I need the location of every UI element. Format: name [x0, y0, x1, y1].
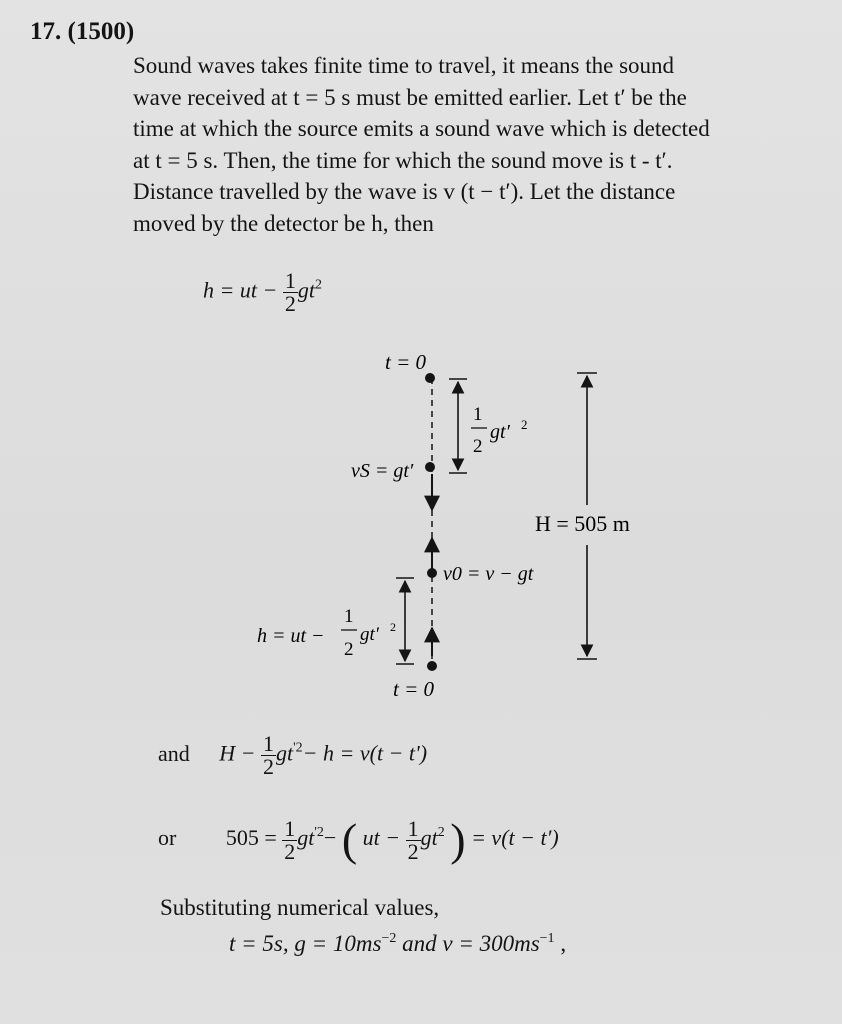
question-number: 17.	[30, 18, 62, 45]
eq1-lhs: h = ut −	[203, 277, 278, 303]
source-velocity-label: vS = gt′	[351, 460, 414, 482]
eq1-num: 1	[284, 268, 296, 293]
eq1-rhs: gt	[297, 277, 315, 303]
observer-rise-den: 2	[344, 639, 354, 660]
observer-rise-num: 1	[344, 606, 354, 627]
eq3-lhs: 505 =	[225, 825, 277, 851]
eq3-num2: 1	[407, 815, 419, 841]
observer-rise-lhs: h = ut −	[257, 625, 325, 647]
source-drop-expr: gt′	[490, 421, 510, 443]
observer-start-dot	[427, 661, 437, 671]
eq3-rhs: = v(t − t′)	[471, 825, 559, 851]
eq1-den: 2	[284, 291, 296, 316]
eq3-exp1: '2	[314, 825, 324, 841]
eq1-exp: 2	[314, 277, 322, 293]
paragraph-line: Distance travelled by the wave is v (t − t′). Let the distance	[133, 179, 676, 204]
eq3-expr2: gt	[420, 825, 438, 851]
eq2-fraction	[261, 733, 276, 778]
paragraph-line: moved by the detector be h, then	[133, 210, 434, 236]
eq2-den: 2	[263, 754, 274, 779]
eq3-fraction-1	[282, 815, 297, 864]
values-v-exp: −1	[539, 931, 555, 946]
eq3-exp2: 2	[437, 825, 445, 841]
source-drop-exp: 2	[521, 417, 528, 432]
question-answer: (1500)	[67, 18, 135, 45]
source-dot	[425, 462, 435, 472]
paragraph-line: Sound waves takes finite time to travel, it means the sound	[133, 53, 675, 78]
eq2-rhs: − h = v(t − t')	[302, 740, 428, 766]
equation-and	[158, 733, 427, 778]
eq2-lhs: H −	[219, 740, 256, 766]
eq3-inner-lhs: ut −	[362, 825, 401, 851]
eq3-right-paren: )	[450, 814, 466, 865]
source-drop-num: 1	[473, 404, 483, 425]
paragraph-line: at t = 5 s. Then, the time for which the sound move is t - t′.	[133, 147, 673, 173]
eq2-exp: '2	[293, 740, 303, 756]
paragraph-line: time at which the source emits a sound wave which is detected	[133, 116, 710, 141]
eq3-fraction-2	[406, 815, 421, 864]
bottom-time-label: t = 0	[393, 677, 435, 701]
eq2-expr: gt	[276, 740, 294, 766]
equation-or	[158, 814, 559, 865]
values-mid: and v = 300ms	[396, 931, 540, 956]
source-start-dot	[425, 373, 435, 383]
eq3-den1: 2	[284, 838, 296, 864]
eq3-minus: −	[323, 825, 337, 851]
paragraph-line: wave received at t = 5 s must be emitted earlier. Let t′ be the	[133, 84, 687, 110]
observer-rise-expr: gt′	[360, 624, 379, 645]
substituting-text: Substituting numerical values,	[160, 895, 440, 920]
observer-dot	[427, 568, 437, 578]
eq2-num: 1	[263, 731, 274, 756]
values-end: ,	[554, 931, 567, 956]
height-label: H = 505 m	[535, 511, 630, 536]
values-g-exp: −2	[381, 931, 397, 946]
eq3-prefix: or	[158, 825, 177, 851]
eq2-prefix: and	[158, 740, 190, 766]
observer-velocity-label: v0 = v − gt	[443, 563, 534, 585]
eq3-expr1: gt	[297, 825, 315, 851]
source-drop-den: 2	[473, 436, 483, 457]
eq3-num1: 1	[284, 815, 296, 841]
eq3-den2: 2	[407, 838, 419, 864]
top-time-label: t = 0	[385, 350, 427, 374]
observer-rise-exp: 2	[390, 620, 396, 634]
eq3-left-paren: (	[341, 814, 358, 865]
values-line	[229, 931, 566, 957]
values-t-g: t = 5s, g = 10ms	[229, 931, 382, 956]
